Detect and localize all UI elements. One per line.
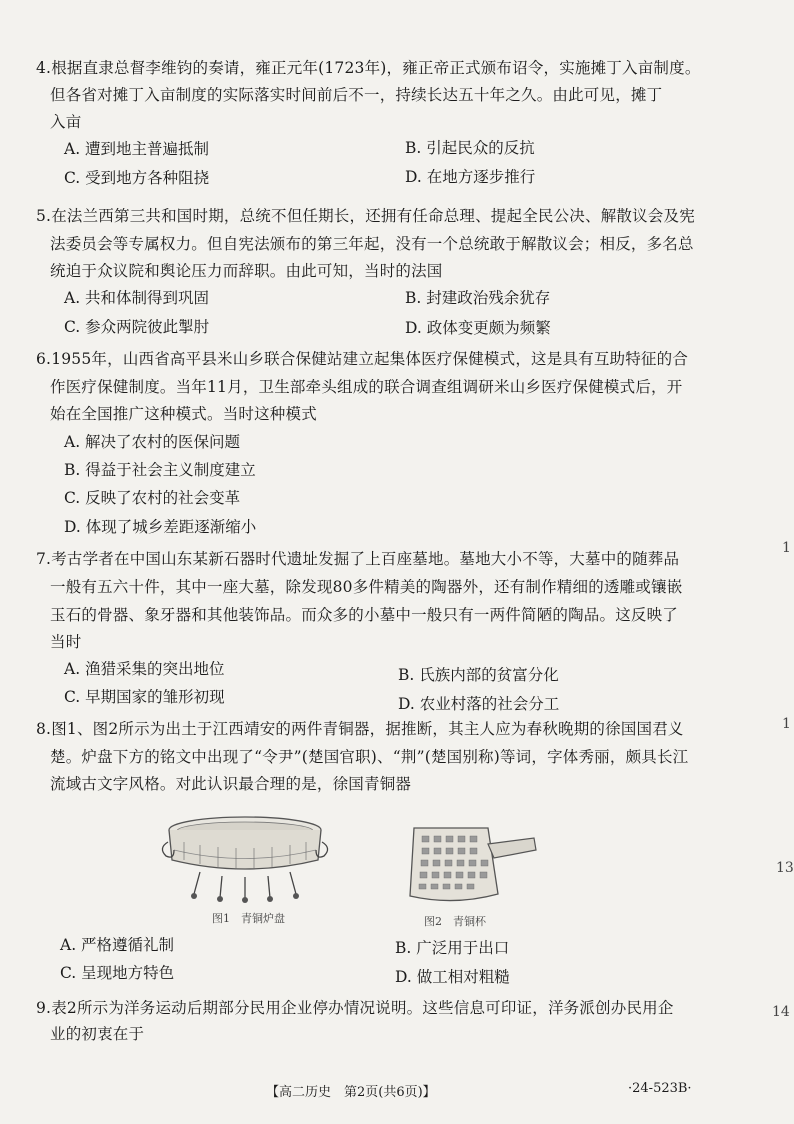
q8-option-d: D. 做工相对粗糙 bbox=[395, 968, 510, 986]
q5-line-3: 统迫于众议院和舆论压力而辞职。由此可知，当时的法国 bbox=[50, 262, 443, 280]
q4-line-1: 4.根据直隶总督李维钧的奏请，雍正元年(1723年)，雍正帝正式颁布诏令，实施摊丁入亩制度。 bbox=[36, 59, 701, 77]
q6-option-b: B. 得益于社会主义制度建立 bbox=[64, 461, 256, 479]
margin-mark: 13 bbox=[776, 860, 794, 876]
q4-option-c: C. 受到地方各种阻挠 bbox=[64, 169, 210, 187]
q7-option-c: C. 早期国家的雏形初现 bbox=[64, 688, 225, 706]
q7-line-4: 当时 bbox=[50, 633, 82, 651]
q5-line-1: 5.在法兰西第三共和国时期，总统不但任期长，还拥有任命总理、提起全民公决、解散议会及宪 bbox=[36, 207, 695, 225]
q9-line-2: 业的初衷在于 bbox=[50, 1025, 145, 1043]
q4-option-b: B. 引起民众的反抗 bbox=[405, 139, 535, 157]
q5-option-a: A. 共和体制得到巩固 bbox=[64, 289, 210, 307]
q7-line-1: 7.考古学者在中国山东某新石器时代遗址发掘了上百座墓地。墓地大小不等，大墓中的随葬品 bbox=[36, 550, 680, 568]
q5-line-2: 法委员会等专属权力。但自宪法颁布的第三年起，没有一个总统敢于解散议会；相反，多名总 bbox=[50, 235, 694, 253]
q4-line-3: 入亩 bbox=[50, 113, 82, 131]
fig1-caption: 图1 青铜炉盘 bbox=[212, 912, 285, 925]
q4-option-d: D. 在地方逐步推行 bbox=[405, 168, 536, 186]
q5-option-b: B. 封建政治残余犹存 bbox=[405, 289, 551, 307]
margin-mark: 14 bbox=[772, 1004, 790, 1020]
q8-line-1: 8.图1、图2所示为出土于江西靖安的两件青铜器，据推断，其主人应为春秋晚期的徐国国君义 bbox=[36, 720, 684, 738]
q6-option-a: A. 解决了农村的医保问题 bbox=[64, 433, 241, 451]
q6-line-3: 始在全国推广这种模式。当时这种模式 bbox=[50, 405, 317, 423]
bronze-cup-figure bbox=[402, 820, 542, 910]
bronze-tray-figure bbox=[160, 812, 330, 904]
q6-option-d: D. 体现了城乡差距逐渐缩小 bbox=[64, 518, 257, 536]
q8-line-2: 楚。炉盘下方的铭文中出现了“令尹”(楚国官职)、“荆”(楚国别称)等词，字体秀丽，颇具长江 bbox=[50, 748, 689, 766]
q7-option-b: B. 氏族内部的贫富分化 bbox=[398, 666, 559, 684]
footer-code: ·24-523B· bbox=[628, 1081, 692, 1096]
q4-option-a: A. 遭到地主普遍抵制 bbox=[64, 140, 210, 158]
q8-option-c: C. 呈现地方特色 bbox=[60, 964, 175, 982]
q7-line-2: 一般有五六十件，其中一座大墓，除发现80多件精美的陶器外，还有制作精细的透雕或镶嵌 bbox=[50, 578, 683, 596]
margin-mark: 1 bbox=[782, 540, 791, 556]
q8-line-3: 流域古文字风格。对此认识最合理的是，徐国青铜器 bbox=[50, 775, 412, 793]
q7-line-3: 玉石的骨器、象牙器和其他装饰品。而众多的小墓中一般只有一两件简陋的陶品。这反映了 bbox=[50, 606, 679, 624]
q6-option-c: C. 反映了农村的社会变革 bbox=[64, 489, 241, 507]
q4-line-2: 但各省对摊丁入亩制度的实际落实时间前后不一，持续长达五十年之久。由此可见，摊丁 bbox=[50, 86, 663, 104]
fig2-caption: 图2 青铜杯 bbox=[424, 915, 486, 928]
q9-line-1: 9.表2所示为洋务运动后期部分民用企业停办情况说明。这些信息可印证，洋务派创办民用企 bbox=[36, 999, 674, 1017]
q6-line-2: 作医疗保健制度。当年11月，卫生部牵头组成的联合调查组调研米山乡医疗保健模式后，开 bbox=[50, 378, 683, 396]
q7-option-d: D. 农业村落的社会分工 bbox=[398, 695, 560, 713]
q5-option-d: D. 政体变更颇为频繁 bbox=[405, 319, 551, 337]
q6-line-1: 6.1955年，山西省高平县米山乡联合保健站建立起集体医疗保健模式，这是具有互助特征的合 bbox=[36, 350, 689, 368]
q8-option-a: A. 严格遵循礼制 bbox=[60, 936, 175, 954]
footer-page-info: 【高二历史 第2页(共6页)】 bbox=[266, 1085, 436, 1100]
q8-option-b: B. 广泛用于出口 bbox=[395, 939, 510, 957]
q5-option-c: C. 参众两院彼此掣肘 bbox=[64, 318, 210, 336]
q7-option-a: A. 渔猎采集的突出地位 bbox=[64, 660, 225, 678]
margin-mark: 1 bbox=[782, 716, 791, 732]
